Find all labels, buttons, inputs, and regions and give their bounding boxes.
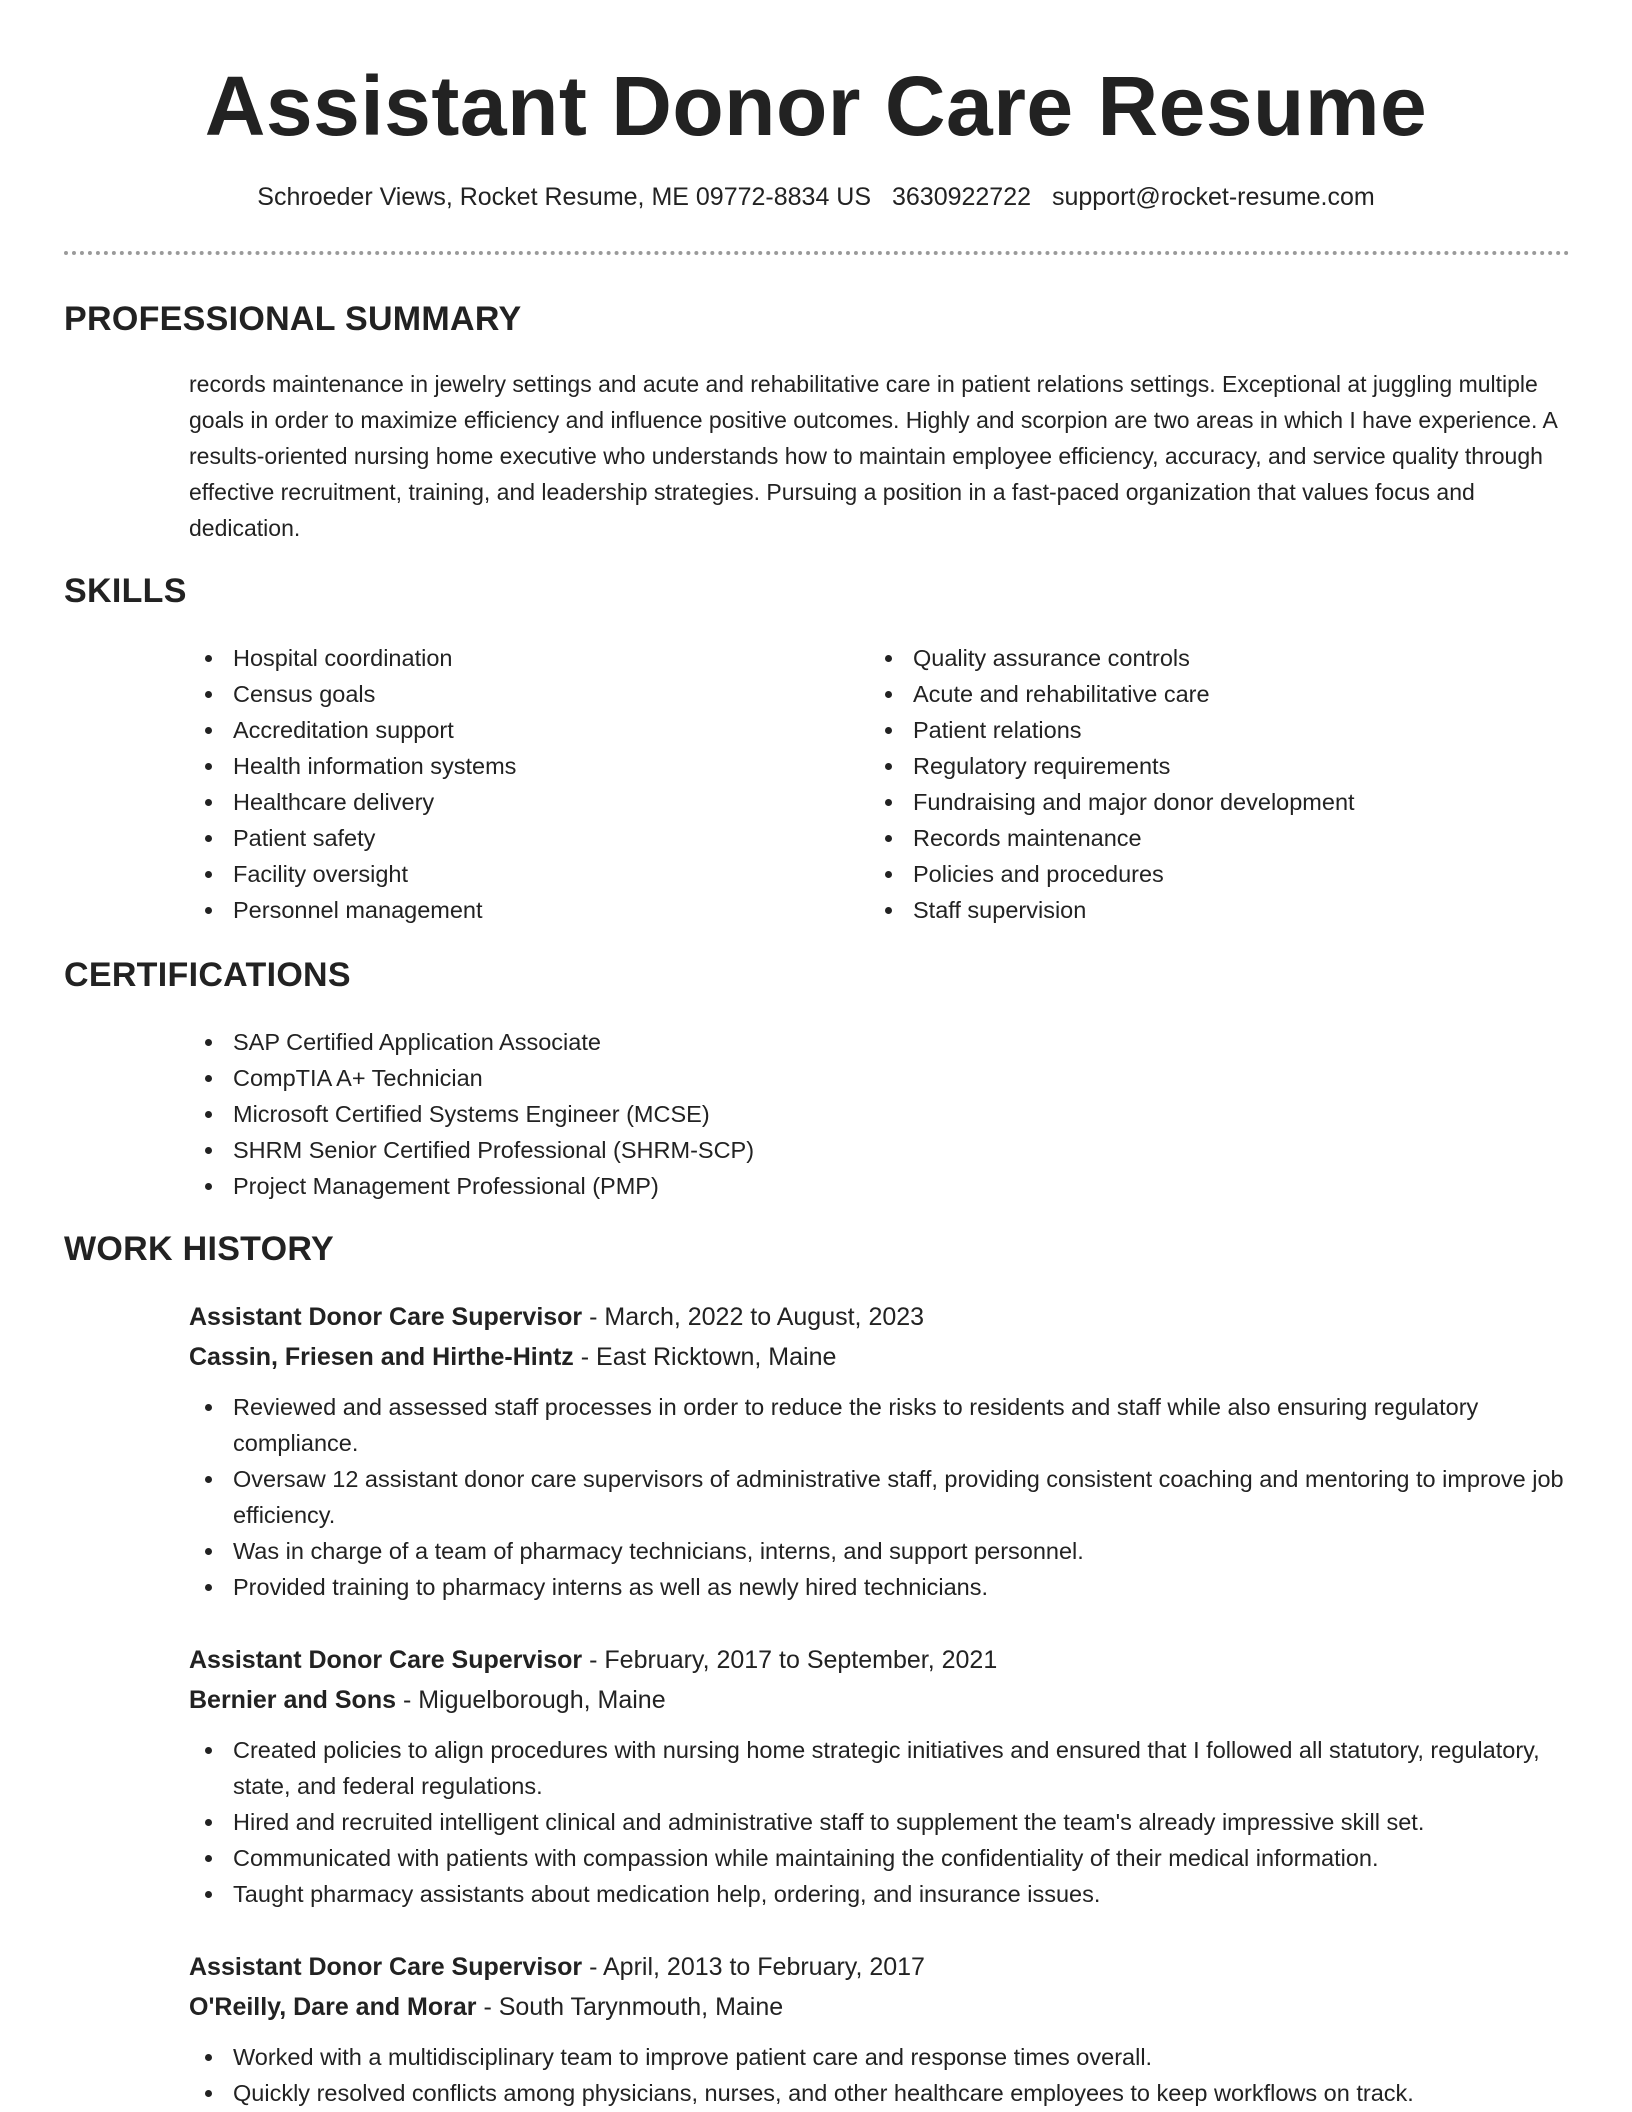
skills-list-right [869,640,1529,928]
job-dates: - April, 2013 to February, 2017 [582,1953,925,1981]
certification-item: Microsoft Certified Systems Engineer (MCSE) [189,1096,1089,1132]
job-duty: Communicated with patients with compassion while maintaining the confidentiality of their medical information. [189,1840,1574,1876]
job-duty: Created policies to align procedures with nursing home strategic initiatives and ensured that I followed all statutory, regulatory, state, and federal regulations. [189,1732,1574,1804]
skill-item: Patient safety [189,820,849,856]
job-location: - South Tarynmouth, Maine [476,1993,784,2021]
job-title-line [189,1947,1574,1987]
job-duty: Provided training to pharmacy interns as well as newly hired technicians. [189,1569,1574,1605]
header-divider [64,251,1570,255]
contact-email: support@rocket-resume.com [1051,183,1375,211]
skill-item: Policies and procedures [869,856,1529,892]
job-duty: Reviewed and assessed staff processes in order to reduce the risks to residents and staff while also ensuring regulatory compliance. [189,1389,1574,1461]
skill-item: Quality assurance controls [869,640,1529,676]
certifications-heading: CERTIFICATIONS [64,956,351,994]
work-history-heading: WORK HISTORY [64,1230,334,1268]
resume-title: Assistant Donor Care Resume [204,59,1428,153]
job-title: Assistant Donor Care Supervisor [189,1303,583,1331]
certification-item: Project Management Professional (PMP) [189,1168,1089,1204]
certification-item: CompTIA A+ Technician [189,1060,1089,1096]
job-duties-list [189,1389,1574,1605]
skills-heading: SKILLS [64,572,187,610]
skill-item: Accreditation support [189,712,849,748]
skill-item: Personnel management [189,892,849,928]
job-duty: Quickly resolved conflicts among physicians, nurses, and other healthcare employees to keep workflows on track. [189,2075,1574,2111]
job-title: Assistant Donor Care Supervisor [189,1953,583,1981]
skill-item: Fundraising and major donor development [869,784,1529,820]
job-duty: Taught pharmacy assistants about medication help, ordering, and insurance issues. [189,1876,1574,1912]
skill-item: Acute and rehabilitative care [869,676,1529,712]
job-company: Cassin, Friesen and Hirthe-Hintz [189,1343,574,1371]
job-duty: Worked with a multidisciplinary team to improve patient care and response times overall. [189,2039,1574,2075]
job-duty: Was in charge of a team of pharmacy technicians, interns, and support personnel. [189,1533,1574,1569]
job-company: Bernier and Sons [189,1686,396,1714]
skill-item: Health information systems [189,748,849,784]
skill-item: Hospital coordination [189,640,849,676]
contact-phone: 3630922722 [891,183,1032,211]
skill-item: Census goals [189,676,849,712]
job-duties-list [189,2039,1574,2111]
job-entry [189,1947,1574,2111]
job-location: - East Ricktown, Maine [573,1343,837,1371]
skills-list-left [189,640,849,928]
job-entry [189,1640,1574,1912]
job-dates: - March, 2022 to August, 2023 [582,1303,925,1331]
job-title: Assistant Donor Care Supervisor [189,1646,583,1674]
certification-item: SAP Certified Application Associate [189,1024,1089,1060]
job-company-line [189,1680,1574,1720]
job-location: - Miguelborough, Maine [396,1686,666,1714]
certification-item: SHRM Senior Certified Professional (SHRM-SCP) [189,1132,1089,1168]
contact-line [0,183,1632,212]
job-company-line [189,1987,1574,2027]
skill-item: Records maintenance [869,820,1529,856]
job-company: O'Reilly, Dare and Morar [189,1993,477,2021]
job-duties-list [189,1732,1574,1912]
job-dates: - February, 2017 to September, 2021 [582,1646,998,1674]
job-duty: Oversaw 12 assistant donor care supervisors of administrative staff, providing consistent coaching and mentoring to improve job efficiency. [189,1461,1574,1533]
job-title-line [189,1297,1574,1337]
summary-text: records maintenance in jewelry settings and acute and rehabilitative care in patient relations settings. Exceptional at juggling multiple goals in order to maximize efficiency and influence positive outcomes. Highly and scorpion are two areas in which I have experience. A results-oriented nursing home executive who understands how to maintain employee efficiency, accuracy, and service quality through effective recruitment, training, and leadership strategies. Pursuing a position in a fast-paced organization that values focus and dedication. [189,371,1557,541]
skill-item: Regulatory requirements [869,748,1529,784]
job-entry [189,1297,1574,1605]
skill-item: Healthcare delivery [189,784,849,820]
skill-item: Facility oversight [189,856,849,892]
job-company-line [189,1337,1574,1377]
certifications-list [189,1024,1089,1204]
job-duty: Hired and recruited intelligent clinical and administrative staff to supplement the team's already impressive skill set. [189,1804,1574,1840]
job-title-line [189,1640,1574,1680]
summary-heading: PROFESSIONAL SUMMARY [64,300,522,338]
contact-address: Schroeder Views, Rocket Resume, ME 09772-8834 US [257,183,872,211]
skill-item: Patient relations [869,712,1529,748]
skill-item: Staff supervision [869,892,1529,928]
